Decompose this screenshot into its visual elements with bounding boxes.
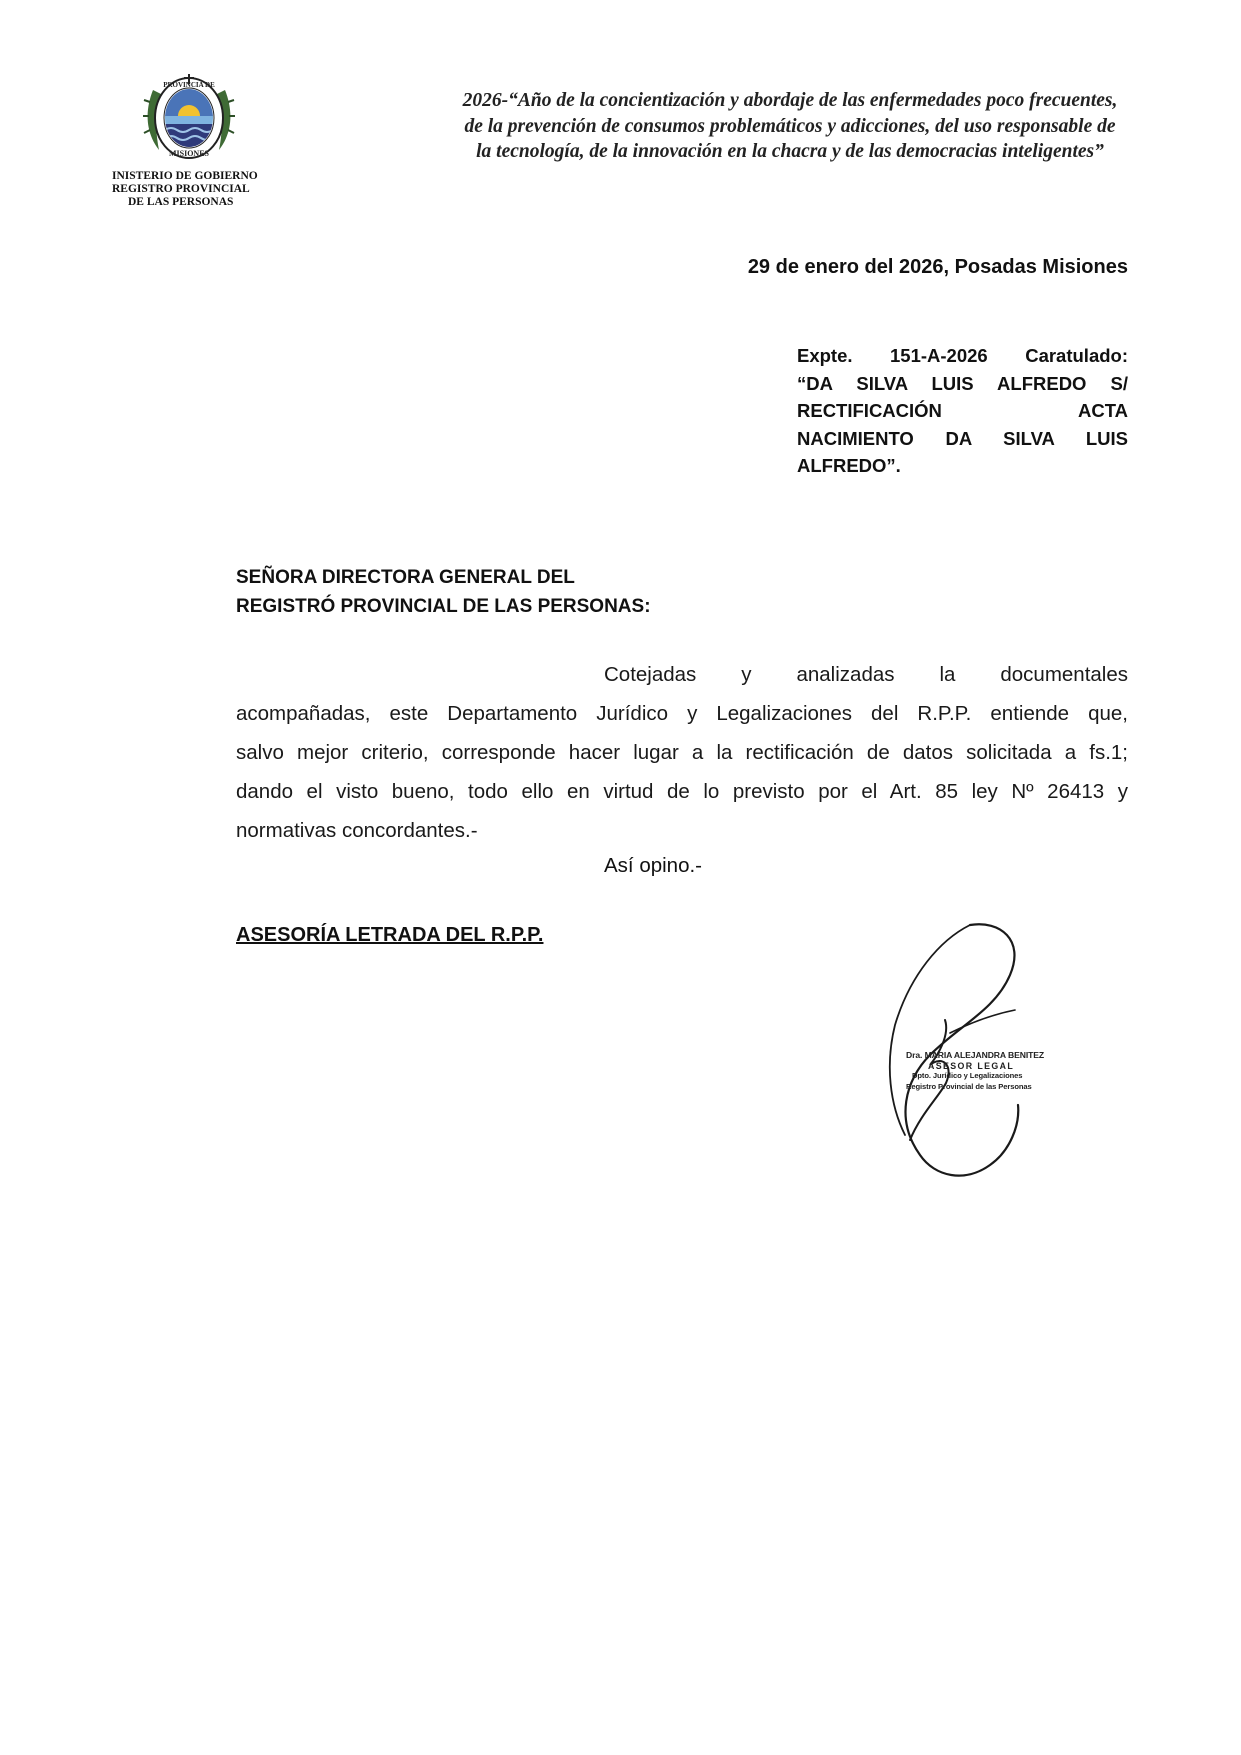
ministry-line: DE LAS PERSONAS	[128, 196, 234, 208]
motto-line: de la prevención de consumos problemáticos y adicciones, del uso responsable de	[464, 115, 1116, 137]
stamp-line: Dpto. Jurídico y Legalizaciones	[912, 1071, 1023, 1080]
svg-text:PROVINCIA DE: PROVINCIA DE	[163, 81, 215, 89]
expediente-line: “DA SILVA LUIS ALFREDO S/	[797, 372, 1128, 394]
addressee-line: SEÑORA DIRECTORA GENERAL DEL	[236, 567, 575, 588]
motto-line: la tecnología, de la innovación en la chacra y de las democracias inteligentes”	[476, 141, 1104, 162]
expediente-line: Expte. 151-A-2026 Caratulado:	[797, 345, 1128, 366]
expediente-line: RECTIFICACIÓN ACTA	[797, 400, 1128, 421]
year-motto	[395, 88, 1185, 165]
stamp-line: Registro Provincial de las Personas	[906, 1081, 1032, 1091]
ministry-line: INISTERIO DE GOBIERNO	[112, 170, 258, 182]
expediente-line: NACIMIENTO DA SILVA LUIS	[797, 427, 1128, 449]
stamp-line: Dra. MARIA ALEJANDRA BENITEZ	[906, 1050, 1045, 1060]
paragraph-line: acompañadas, este Departamento Jurídico y Legalizaciones del R.P.P. entiende que,	[236, 702, 1128, 725]
paragraph-line: normativas concordantes.-	[236, 819, 478, 842]
motto-line: 2026-“Año de la concientización y abordaje de las enfermedades poco frecuentes,	[462, 90, 1118, 111]
paragraph-line: salvo mejor criterio, corresponde hacer lugar a la rectificación de datos solicitada a fs.1;	[236, 741, 1128, 764]
addressee	[236, 563, 936, 621]
svg-text:MISIONES: MISIONES	[168, 149, 210, 158]
paragraph-line: Cotejadas y analizadas la documentales	[604, 663, 1128, 686]
addressee-line: REGISTRÓ PROVINCIAL DE LAS PERSONAS:	[236, 596, 651, 617]
closing-line: Así opino.-	[604, 854, 702, 877]
signature-stamp	[906, 1050, 1066, 1092]
date-line: 29 de enero del 2026, Posadas Misiones	[747, 256, 1128, 278]
province-seal-icon	[143, 70, 235, 166]
paragraph-line: dando el visto bueno, todo ello en virtud de lo previsto por el Art. 85 ley Nº 26413 y	[236, 780, 1128, 803]
expediente-caption	[797, 342, 1128, 480]
stamp-line: ASESOR LEGAL	[928, 1060, 1015, 1071]
expediente-line: ALFREDO”.	[797, 455, 901, 476]
ministry-header	[112, 170, 282, 209]
ministry-line: REGISTRO PROVINCIAL	[112, 183, 250, 195]
opinion-paragraph	[236, 655, 1128, 850]
office-signature-title: ASESORÍA LETRADA DEL R.P.P.	[236, 924, 544, 946]
